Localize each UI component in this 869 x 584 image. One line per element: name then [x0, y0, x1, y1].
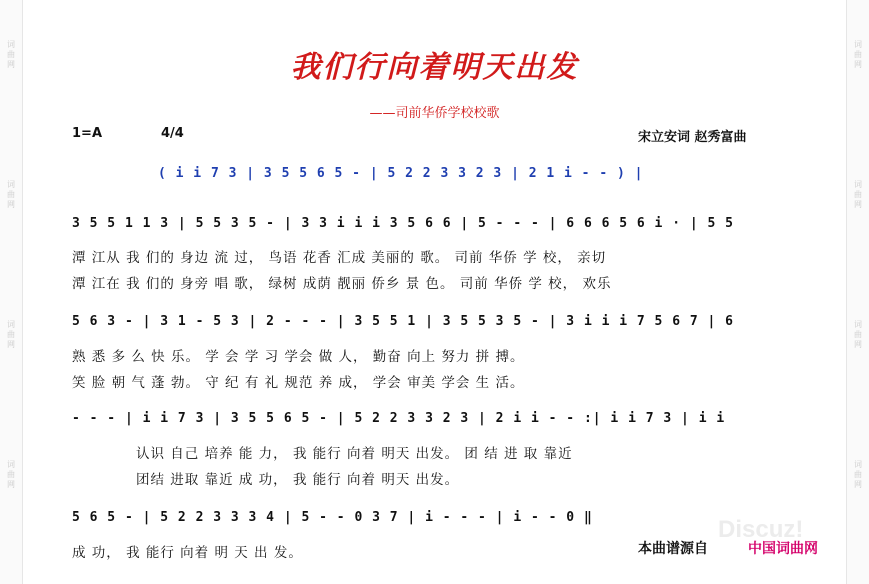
watermark-char: 词 曲 网: [7, 320, 15, 349]
time-signature: 4/4: [161, 126, 184, 141]
watermark-char: 词 曲 网: [854, 180, 862, 209]
source-label: 本曲谱源自: [638, 541, 708, 557]
lyric-line-3a: 认识 自己 培养 能 力， 我 能行 向着 明天 出发。 团 结 进 取 靠近: [136, 446, 573, 462]
watermark-char: 词 曲 网: [7, 40, 15, 69]
watermark-char: 词 曲 网: [854, 460, 862, 489]
subtitle: ——司前华侨学校校歌: [369, 106, 500, 121]
watermark-char: 词 曲 网: [854, 320, 862, 349]
lyric-line-3b: 团结 进取 靠近 成 功， 我 能行 向着 明天 出发。: [136, 472, 460, 488]
watermark-char: 词 曲 网: [7, 460, 15, 489]
credits: 宋立安词 赵秀富曲: [638, 130, 747, 145]
lyric-line-1b: 潭 江在 我 们的 身旁 唱 歌， 绿树 成荫 靓丽 侨乡 景 色。 司前 华侨 学 校， 欢乐: [72, 276, 612, 292]
lyric-line-2a: 熟 悉 多 么 快 乐。 学 会 学 习 学会 做 人， 勤奋 向上 努力 拼 搏。: [72, 349, 525, 365]
lyric-line-1a: 潭 江从 我 们的 身边 流 过， 鸟语 花香 汇成 美丽的 歌。 司前 华侨 学 校， 亲切: [72, 250, 607, 266]
faint-logo: Discuz!: [718, 516, 804, 543]
right-margin-strip: [846, 0, 869, 584]
notes-line-4: 5 6 5 - | 5 2 2 3 3 3 4 | 5 - - 0 3 7 | i - - - | i - - 0 ‖: [72, 510, 593, 525]
notes-line-1: 3 5 5 1 1 3 | 5 5 3 5 - | 3 3 i i i 3 5 6 6 | 5 - - - | 6 6 6 5 6 i · | 5 5: [72, 216, 734, 231]
key-signature: 1=A: [72, 126, 102, 141]
notes-line-2: 5 6 3 - | 3 1 - 5 3 | 2 - - - | 3 5 5 1 | 3 5 5 3 5 - | 3 i i i 7 5 6 7 | 6: [72, 314, 734, 329]
notes-line-3: - - - | i i 7 3 | 3 5 5 6 5 - | 5 2 2 3 3 2 3 | 2 i i - - :| i i 7 3 | i i: [72, 411, 726, 426]
watermark-char: 词 曲 网: [854, 40, 862, 69]
page-title: 我们行向着明天出发: [290, 50, 579, 85]
watermark-char: 词 曲 网: [7, 180, 15, 209]
source-brand-link[interactable]: 中国词曲网: [748, 541, 818, 557]
left-margin-strip: [0, 0, 23, 584]
lyric-line-2b: 笑 脸 朝 气 蓬 勃。 守 纪 有 礼 规范 养 成， 学会 审美 学会 生 活。: [72, 375, 525, 391]
intro-notes: ( i i 7 3 | 3 5 5 6 5 - | 5 2 2 3 3 2 3 | 2 1 i - - ) |: [158, 166, 644, 181]
lyric-line-4: 成 功， 我 能行 向着 明 天 出 发。: [72, 545, 303, 561]
